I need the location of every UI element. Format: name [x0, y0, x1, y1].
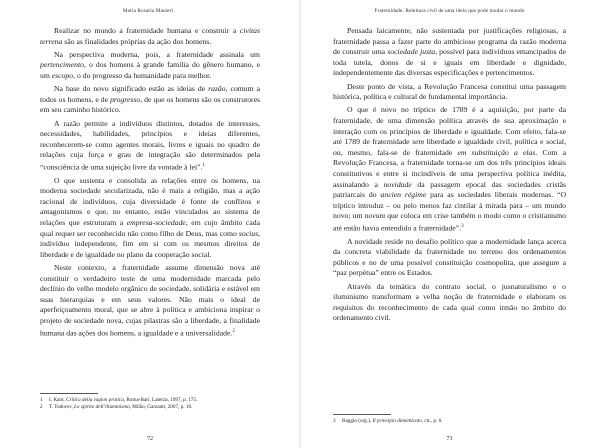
right-page: [300, 0, 600, 448]
paragraph: Realizar no mundo a fraternidade humana e construir a civitas terrena são as finalidades próprias da ação dos homens.: [40, 26, 260, 46]
paragraph: O que sustenta e consolida as relações entre os homens, na moderna sociedade secularizada, não é mais a religião, mas a ação racional de indivíduos, cuja diversidade é fonte de conflitos e antagonismos e que, no entanto, estão vinculados ao sistema de relações que estruturam a empresa-sociedade, em cujo âmbito cada qual requer ser reconhecido não como filho de Deus, mas como socius, indivíduo independente, fim em si com os mesmos direitos de liberdade e de igualdade no plano da cooperação social.: [40, 175, 260, 259]
paragraph: O que é novo no tríptico de 1789 é a aquisição, por parte da fraternidade, de uma dimensão política através de sua aproximação e interação com os princípios de liberdade e igualdade. Com efeito, fala-se até 1789 de fraternidade sem liberdade e igualdade civil, política e social, ou, mesmo, fala-se de fraternidade em substituição a elas. Com a Revolução Francesa, a fraternidade torna-se um dos três princípios ideais constitutivos e entre si incindíveis de uma perspectiva política inédita, assinalando a novidade da passagem epocal das sociedades cristãs patriarcais do ancien régime para as sociedades liberais modernas. “O tríptico introduz – ou pelo menos faz cintilar à mirada para – um mundo novo; um novum que coloca em crise também o modo como o cristianismo até então havia entendido a fraternidade”.$^3$: [333, 105, 567, 233]
paragraph: Neste contexto, a fraternidade assume dimensão nova até constituir o verdadeiro teste de uma modernidade marcada pelo declínio do velho modelo orgânico de sociedade, solidária e estável em suas hierarquias e em seus valores. Não mais o ideal de aperfeiçoamento moral, que se abre à política e ambiciona inspirar o projeto de sociedade nova, cujas pilastras são a liberdade, a finalidade humana das ações dos homens, a igualdade e a universalidade.$^2$: [40, 263, 260, 338]
paragraph: Na perspectiva moderna, pois, a fraternidade assinala um pertencimento, o dos homens à grande família do gênero humano, e um escopo, o do progresso da humanidade para melhor.: [40, 49, 260, 80]
footnote-number: 2: [40, 404, 43, 411]
paragraph: Pensada laicamente, não sustentada por justificações religiosas, a fraternidade passa a fazer parte do ambicioso programa da razão moderna de construir uma sociedade justa, possível para indivíduos emancipados de toda tutela, donos de si e iguais em liberdade e dignidade, independentemente das diversas especificações e pertencimentos.: [333, 26, 566, 78]
footnote-ref: 3: [461, 223, 464, 229]
paragraph: Deste ponto de vista, a Revolução Francesa constitui uma passagem histórica, política e cultural de fundamental importância.: [333, 81, 566, 102]
paragraph: A novidade reside no desafio político que a modernidade lança acerca da concreta viabilidade da fraternidade no terreno dos ordenamentos públicos e no de uma possível constituição cosmopolita, que assegure a “paz perpétua” entre os Estados.: [333, 236, 566, 278]
left-running-header: Maria Rosaria Manieri: [122, 8, 174, 14]
left-footnote-rule: [40, 393, 98, 394]
right-footnotes: [333, 418, 566, 425]
left-body-text: [40, 26, 260, 341]
right-body-text: [333, 26, 566, 327]
paragraph: A razão permite a indivíduos distintos, dotados de interesses, necessidades, habilidades, princípios e ideias diferentes, reconhecerem-se como agentes morais, livres e iguais no quadro de relações cuja força e grau de integração são determinados pela “consciência de uma sujeição livre da vontade à lei”.$^1$: [40, 118, 260, 172]
right-footnote-rule: [333, 414, 391, 415]
left-footnotes: [40, 397, 260, 412]
right-page-number: 73: [446, 436, 453, 442]
left-page-number: 72: [147, 436, 153, 442]
footnote-ref: 1: [202, 162, 205, 168]
footnote-number: 3: [333, 418, 336, 424]
footnote: 3 Baggio (org.), Il principio dimenticato, cit., p. 6.: [333, 418, 443, 424]
footnote-number: 1: [40, 397, 43, 403]
footnote: 1 I. Kant, Critica della ragion pratica, Roma-Bari, Laterza, 1997, p. 175.: [40, 397, 198, 403]
right-running-header: Fraternidade. Releitura civil de uma ideia que pode mudar o mundo: [374, 8, 525, 14]
paragraph: Na base do novo significado estão as ideias de razão, comum a todos os homens, e de progresso, de que os homens são os construtores em seu caminho histórico.: [40, 84, 261, 115]
footnote-ref: 2: [232, 328, 235, 334]
paragraph: Através da temática do contrato social, o jusnaturalismo e o iluminismo transformam a velha noção de fraternidade e elaboram os requisitos do reconhecimento de cada qual como irmão no âmbito do ordenamento civil.: [333, 281, 566, 323]
footnote: 2 T. Todorov, Lo spirito dell’illuminismo, Milão, Garzanti, 2007, p. 10.: [40, 404, 193, 411]
